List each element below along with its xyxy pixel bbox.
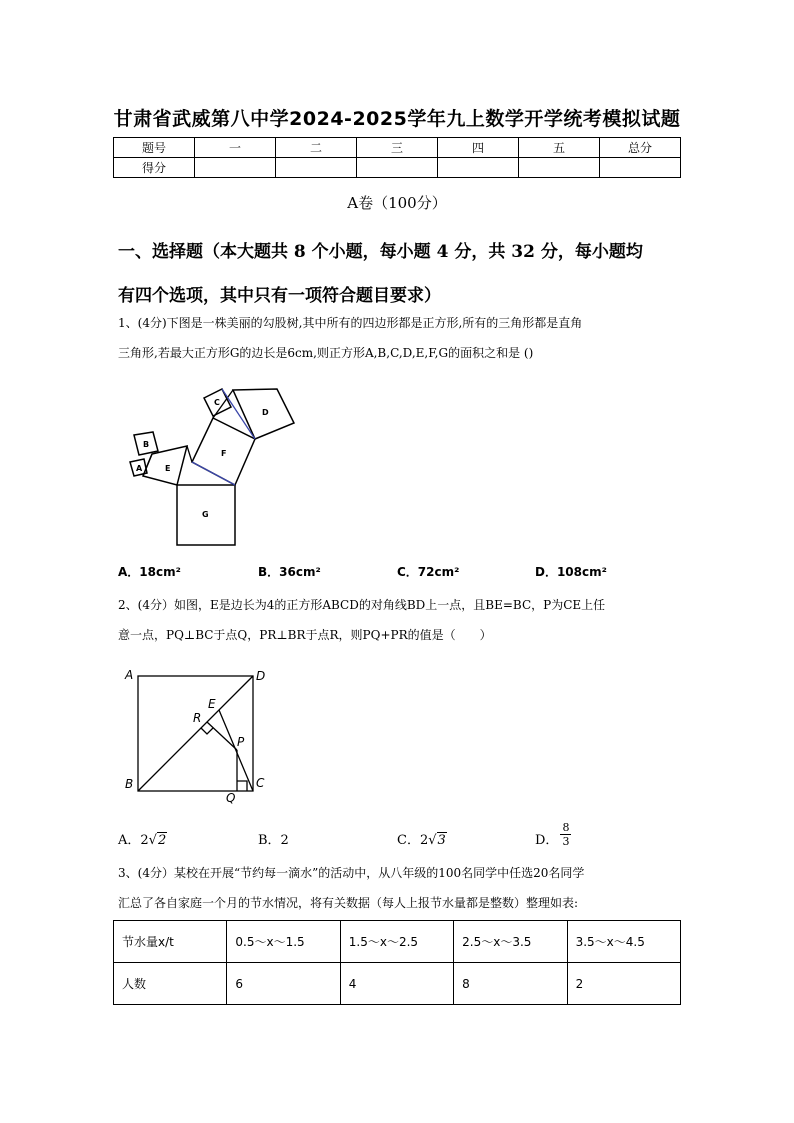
label-c: C: [214, 398, 220, 407]
fraction-numerator: 8: [562, 820, 570, 834]
label-d: D: [256, 669, 266, 683]
radical-coefficient: 2: [419, 833, 429, 848]
table-header-row: [114, 921, 681, 963]
label-q: Q: [226, 791, 236, 805]
label-b: B: [125, 777, 134, 791]
radicand: 3: [437, 833, 446, 848]
table-cell: 2: [567, 963, 680, 1005]
q3-line1: 3、(4分）某校在开展“节约每一滴水”的活动中，从八年级的100名同学中任选20名同学: [118, 866, 585, 880]
radicand: 2: [157, 833, 167, 848]
label-c: C: [256, 776, 265, 790]
table-cell: 2.5～x～3.5: [454, 921, 567, 963]
table-cell: 4: [340, 963, 453, 1005]
section-a-heading: A卷（100分）: [347, 194, 447, 212]
label-e: E: [165, 464, 171, 473]
q1-option-d[interactable]: D．108cm²: [535, 565, 607, 579]
label-r: R: [193, 711, 202, 725]
exam-title: 甘肃省武威第八中学2024-2025学年九上数学开学统考模拟试题: [113, 108, 681, 130]
table-cell: 3.5～x～4.5: [567, 921, 680, 963]
score-table-score-row: [114, 158, 681, 178]
option-letter: A．: [118, 833, 141, 848]
score-cell: 二: [276, 138, 357, 158]
score-cell: 四: [438, 138, 519, 158]
table-cell: 节水量x/t: [114, 921, 227, 963]
table-cell: 0.5～x～1.5: [227, 921, 340, 963]
score-cell: 一: [195, 138, 276, 158]
fraction-denominator: 3: [562, 834, 570, 848]
pythagoras-tree-figure: [125, 383, 300, 548]
q1-option-b[interactable]: B．36cm²: [258, 565, 321, 579]
q2-option-b[interactable]: B．2: [258, 833, 289, 848]
label-a: A: [125, 668, 134, 682]
label-e: E: [208, 697, 216, 711]
score-cell: 三: [357, 138, 438, 158]
score-table: [113, 137, 681, 178]
section1-line2: 有四个选项，其中只有一项符合题目要求）: [118, 286, 441, 306]
table-cell: 8: [454, 963, 567, 1005]
sqrt-symbol: √: [148, 833, 157, 848]
q2-line2: 意一点，PQ⊥BC于点Q，PR⊥BR于点R，则PQ+PR的值是（ ）: [118, 628, 492, 642]
water-saving-table: [113, 920, 681, 1005]
q1-line2: 三角形,若最大正方形G的边长是6cm,则正方形A,B,C,D,E,F,G的面积之和是 (): [118, 346, 534, 360]
radical-coefficient: 2: [140, 833, 149, 848]
table-cell: 1.5～x～2.5: [340, 921, 453, 963]
label-b: B: [143, 440, 150, 449]
fraction: [560, 821, 571, 848]
q2-option-a[interactable]: [118, 829, 167, 848]
segment-pr: [207, 722, 237, 750]
section1-line1: 一、选择题（本大题共 8 个小题，每小题 4 分，共 32 分，每小题均: [118, 242, 643, 262]
triangle-edge: [187, 446, 192, 462]
table-cell: 人数: [114, 963, 227, 1005]
q3-line2: 汇总了各自家庭一个月的节水情况，将有关数据（每人上报节水量都是整数）整理如表:: [118, 896, 579, 910]
q2-option-c[interactable]: [397, 829, 447, 848]
score-cell: 题号: [114, 138, 195, 158]
score-cell: 总分: [600, 138, 681, 158]
segment-ce: [219, 710, 253, 791]
q2-line1: 2、(4分）如图，E是边长为4的正方形ABCD的对角线BD上一点，且BE=BC，P为CE上任: [118, 598, 606, 612]
q3-stem: [118, 858, 684, 918]
q1-option-a[interactable]: A．18cm²: [118, 565, 181, 579]
q1-line1: 1、(4分)下图是一株美丽的勾股树,其中所有的四边形都是正方形,所有的三角形都是直角: [118, 316, 583, 330]
score-blank-cell: [519, 158, 600, 178]
label-f: F: [221, 449, 227, 458]
sqrt-symbol: √: [428, 833, 437, 848]
label-g: G: [202, 510, 209, 519]
label-d: D: [262, 408, 269, 417]
score-row-label: 得分: [114, 158, 195, 178]
diagonal-bd: [138, 676, 253, 791]
q1-stem: [118, 308, 684, 368]
score-blank-cell: [600, 158, 681, 178]
right-angle-r: [201, 728, 213, 734]
score-blank-cell: [276, 158, 357, 178]
label-a: A: [136, 464, 143, 473]
section1-heading: [118, 230, 688, 318]
score-blank-cell: [438, 158, 519, 178]
option-letter: D．: [535, 833, 559, 848]
right-angle-q: [237, 781, 247, 791]
score-blank-cell: [357, 158, 438, 178]
score-cell: 五: [519, 138, 600, 158]
hypotenuse-line: [192, 462, 235, 485]
q2-option-d[interactable]: [535, 820, 571, 848]
q1-option-c[interactable]: C．72cm²: [397, 565, 460, 579]
option-letter: C．: [397, 833, 420, 848]
table-cell: 6: [227, 963, 340, 1005]
square-abcd-figure: [120, 664, 275, 809]
score-blank-cell: [195, 158, 276, 178]
q2-stem: [118, 590, 684, 650]
score-table-header-row: [114, 138, 681, 158]
table-row: [114, 963, 681, 1005]
label-p: P: [237, 735, 245, 749]
